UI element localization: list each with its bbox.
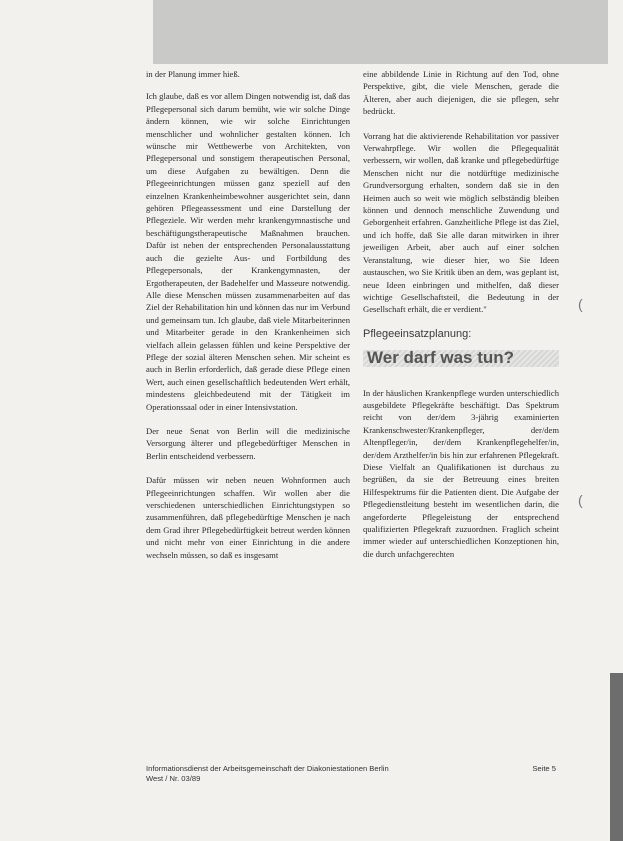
left-column	[146, 68, 350, 573]
edge-strip	[610, 673, 623, 841]
page-number: Seite 5	[532, 764, 556, 773]
paragraph: Ich glaube, daß es vor allem Dingen notwendig ist, daß das Pflegepersonal sich darum bemüht, wie wir solche Dinge ändern können, wie wir solche Einrichtungen menschlicher und wohnlicher gestalten können. Ich wünsche mir Wettbewerbe von Architekten, von Pflegepersonal und sonstigem therapeutischen Personal, um diese Aufgaben zu bewältigen. Denn die Pflegeeinrichtungen müssen ganz speziell auf den einzelnen Krankenheimbewohner ausgerichtet sein, dann gehören Pflegeassessment und eine Darstellung der Pflegeziele. Wir werden mehr krankengymnastische und beschäftigungstherapeutische Maßnahmen brauchen. Dafür ist neben der entsprechenden Personalausstattung auch die gezielte Aus- und Fortbildung des Pflegepersonals, der Krankengymnasten, der Ergotherapeuten, der Badehelfer und Masseure notwendig. Alle diese Menschen müssen zusammenarbeiten auf das Ziel der Rehabilitation hin und können das nur im Verbund und gemeinsam tun. Ich glaube, daß viele Mitarbeiterinnen und Mitarbeiter gerade in den Krankenheimen sich vielfach allein gelassen fühlen und keine Perspektive der Pflege der sozial älteren Menschen sehen. Mir scheint es auch in Berlin erforderlich, daß gerade diese Pflege einen Wert, auch einen gesellschaftlich bedeutenden Wert erhält, mindestens gleichbedeutend mit der Tätigkeit im Operationssaal oder in einer Intensivstation.	[146, 91, 350, 412]
margin-bracket-mark: (	[578, 296, 583, 312]
paragraph: Vorrang hat die aktivierende Rehabilitation vor passiver Verwahrpflege. Wir wollen die Pflegequalität verbessern, wir wollen, daß kranke und pflegebedürftige Menschen nicht nur die notdürftige medizinische Grundversorgung erhalten, sondern daß sie in den Heimen auch so weit wie möglich selbständig bleiben können und dennoch menschliche Zuwendung und Geborgenheit erfahren. Ganzheitliche Pflege ist das Ziel, und ich hoffe, daß Sie alle daran mitwirken in ihrer jeweiligen Arbeit, aber auch auf einer solchen Veranstaltung, wie dieser hier, wo Sie Ideen austauschen, wo Sie Kritik üben an dem, was geplant ist, neue Ideen einbringen und mithelfen, daß dieser wichtige Gesellschaftsteil, die Bedeutung in der Gesellschaft erhält, die er verdient."	[363, 130, 559, 315]
right-column	[363, 68, 559, 572]
paragraph: in der Planung immer hieß.	[146, 69, 240, 79]
footer-publication: Informationsdienst der Arbeitsgemeinschaft der Diakoniestationen Berlin West / Nr. 03/89	[146, 764, 389, 783]
paragraph: In der häuslichen Krankenpflege wurden unterschiedlich ausgebildete Pflegekräfte beschäftigt. Das Spektrum reicht von der/dem 3-jährig examinierten Krankenschwester/Krankenpfleger, der/dem Altenpfleger/in, der/dem Krankenpflegehelfer/in, der/dem Arzthelfer/in bis hin zur erfahrenen Pflegekraft. Diese Vielfalt an Qualifikationen ist durchaus zu begrüßen, da sie der Betreuung eines breiten Hilfespektrums für die Patienten dient. Die Aufgabe der Pflegedienstleitung besteht im wesentlichen darin, die angeforderte Pflegeleistung der entsprechend qualifizierten Pflegekraft zuzuordnen. Fraglich scheint immer wieder auf unterschiedlichen Konzeptionen hin, die durch unfachgerechten	[363, 387, 559, 559]
section-title: Wer darf was tun?	[363, 350, 559, 366]
paragraph: eine abbildende Linie in Richtung auf den Tod, ohne Perspektive, gibt, die viele Menschen, gerade die Älteren, aber auch diejenigen, die sie pflegen, sehr bedrückt.	[363, 69, 559, 117]
paragraph: Dafür müssen wir neben neuen Wohnformen auch Pflegeeinrichtungen schaffen. Wir wollen aber die verschiedenen unterschiedlichen Einrichtungstypen so zusammenführen, daß pflegebedürftige Menschen je nach dem Grad ihrer Pflegebedürftigkeit betreut werden können und nicht mehr von einer Einrichtung in die andere wechseln müssen, so daß es insgesamt	[146, 475, 350, 560]
paragraph: Der neue Senat von Berlin will die medizinische Versorgung älterer und pflegebedürftiger Menschen in Berlin entscheidend verbessern.	[146, 425, 350, 461]
header-bar	[153, 0, 608, 64]
margin-bracket-mark: (	[578, 492, 583, 508]
section-label: Pflegeeinsatzplanung:	[363, 327, 472, 340]
